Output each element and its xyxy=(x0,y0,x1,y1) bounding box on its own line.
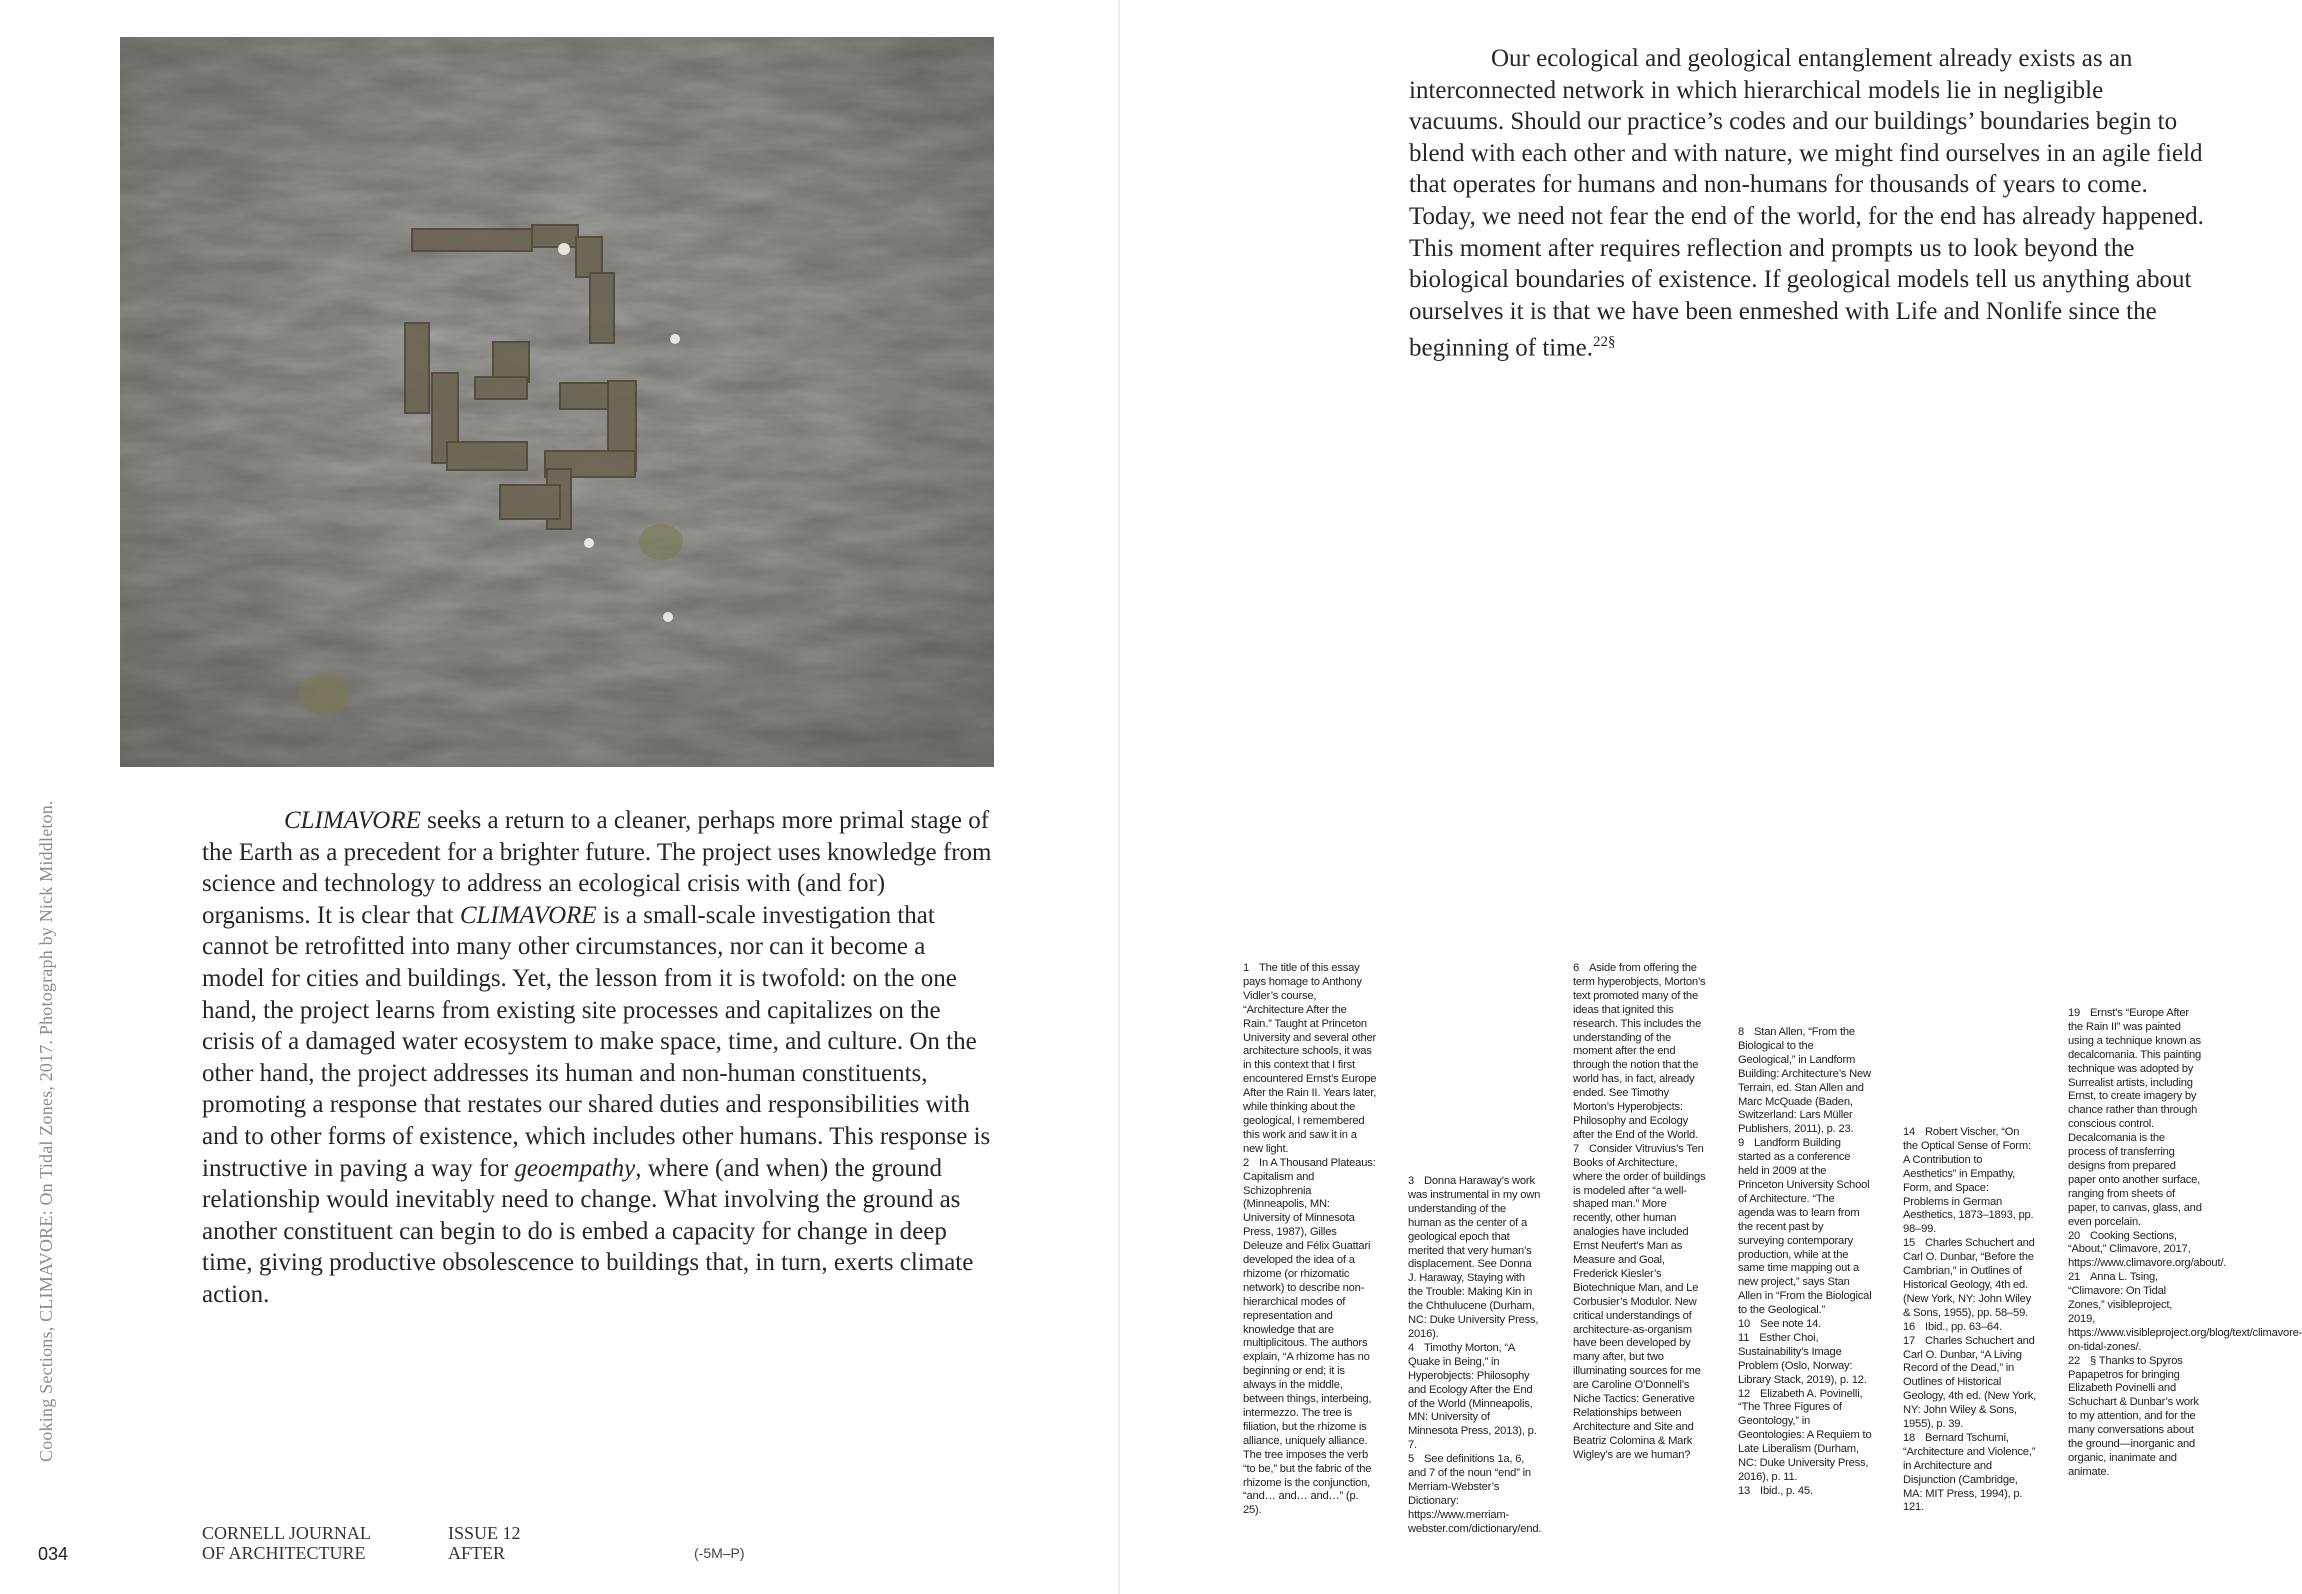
right-body-paragraph xyxy=(1409,43,2204,364)
buoy-marker xyxy=(558,243,570,255)
footnote-column-5 xyxy=(1903,1126,2037,1515)
footnote-number: 16 xyxy=(1903,1320,1916,1333)
footnote-11 xyxy=(1738,1332,1872,1388)
left-body-text xyxy=(202,805,992,1311)
photo-caption: Cooking Sections, CLIMAVORE: On Tidal Zones, 2017. Photograph by Nick Middleton. xyxy=(36,800,56,1462)
footnote-4 xyxy=(1408,1342,1542,1453)
footnote-number: 5 xyxy=(1408,1453,1415,1466)
footnote-22 xyxy=(2068,1355,2202,1480)
footnote-number: 13 xyxy=(1738,1484,1751,1497)
right-body-paragraph-text: Our ecological and geological entanglement already exists as an interconnected network in which hierarchical models lie in negligible vacuums. Should our practice’s codes and our buildings’ boundaries begin to blend with each other and with nature, we might find ourselves in an agile field that operates for humans and non-humans for thousands of years to come. Today, we need not fear the end of the world, for the end has already happened. This moment after requires reflection and prompts us to look beyond the biological boundaries of existence. If geological models tell us anything about ourselves it is that we have been enmeshed with Life and Nonlife since the beginning of time. xyxy=(1409,45,2204,362)
journal-title-line1: CORNELL JOURNAL xyxy=(202,1523,371,1543)
right-body-text xyxy=(1409,43,2204,364)
footnote-text: Stan Allen, “From the Biological to the Geological,” in Landform Building: Architecture’s New Terrain, ed. Stan Allen and Marc McQuade (Baden, Switzerland: Lars Müller Publishers, 2011), p. 23. xyxy=(1738,1026,1871,1136)
page-number: 034 xyxy=(38,1544,69,1564)
footnote-number: 22 xyxy=(2068,1354,2081,1367)
footnote-15 xyxy=(1903,1237,2037,1320)
footnote-text: Ibid., p. 45. xyxy=(1760,1484,1813,1497)
buoy-marker xyxy=(584,538,594,548)
footnote-text: Robert Vischer, “On the Optical Sense of Form: A Contribution to Aesthetics” in Empathy, Form, and Space: Problems in German Aesthetics, 1873–1893, pp. 98–99. xyxy=(1903,1126,2034,1236)
body-text-run: seeks a return to a cleaner, perhaps more primal stage of the Earth as a precedent for a brighter future. The project uses knowledge from science and technology to address an ecological crisis with (and for) organisms. It is clear that xyxy=(202,807,992,929)
footnote-text: § Thanks to Spyros Papapetros for bringing Elizabeth Povinelli and Schuchart & Dunbar’s work to my attention, and for the many conversations about the ground—inorganic and organic, inanimate and animate. xyxy=(2068,1354,2199,1478)
footnote-18 xyxy=(1903,1432,2037,1515)
footnote-text: Ernst’s “Europe After the Rain II” was painted using a technique known as decalcomania. This painting technique was adopted by Surrealist artists, including Ernst, to create imagery by chance rather than through conscious control. Decalcomania is the process of transferring designs from prepared paper onto another surface, ranging from sheets of paper, to canvas, glass, and even porcelain. xyxy=(2068,1007,2202,1228)
footnote-7 xyxy=(1573,1143,1707,1463)
footnote-2 xyxy=(1243,1157,1377,1519)
footnote-text: Ibid., pp. 63–64. xyxy=(1925,1320,2002,1333)
footnote-text: See definitions 1a, 6, and 7 of the noun “end” in Merriam-Webster’s Dictionary: https://www.merriam-webster.com/dictionary/end. xyxy=(1408,1453,1542,1535)
aerial-photo xyxy=(120,37,994,767)
footnote-text: Aside from offering the term hyperobjects, Morton’s text promoted many of the ideas that ignited this research. This includes the understanding of the moment after the end through the notion that the world has, in fact, already ended. See Timothy Morton’s Hyperobjects: Philosophy and Ecology after the End of the World. xyxy=(1573,962,1706,1141)
footnote-20 xyxy=(2068,1229,2227,1272)
body-text-run: is a small-scale investigation that cannot be retrofitted into many other circumstances, nor can it become a model for cities and buildings. Yet, the lesson from it is twofold: on the one hand, the project learns from existing site processes and capitalizes on the crisis of a damaged water ecosystem to make space, time, and culture. On the other hand, the project addresses its human and non-human constituents, promoting a response that restates our shared duties and responsibilities with and to other forms of existence, which includes other humans. This response is instructive in paving a way for xyxy=(202,901,991,1182)
journal-title-line2: OF ARCHITECTURE xyxy=(202,1543,366,1563)
footnote-column-4 xyxy=(1738,1026,1872,1499)
footnote-number: 20 xyxy=(2068,1229,2081,1242)
footnote-number: 15 xyxy=(1903,1237,1916,1250)
footnote-number: 2 xyxy=(1243,1156,1250,1169)
footnote-text: Elizabeth A. Povinelli, “The Three Figures of Geontology,” in Geontologies: A Requiem to Late Liberalism (Durham, NC: Duke University Press, 2016), p. 11. xyxy=(1738,1387,1872,1483)
footnote-number: 4 xyxy=(1408,1341,1415,1354)
journal-title xyxy=(202,1523,371,1563)
aerial-photo-image xyxy=(120,37,994,767)
footnote-text: Cooking Sections, “About,” Climavore, 2017, https://www.climavore.org/about/. xyxy=(2068,1229,2227,1270)
footnote-number: 9 xyxy=(1738,1137,1745,1150)
footnote-number: 7 xyxy=(1573,1142,1580,1155)
buoy-marker xyxy=(670,334,680,344)
footnote-text: Landform Building started as a conference held in 2009 at the Princeton University School of Architecture. “The agenda was to learn from the recent past by surveying contemporary production, while at the same time mapping out a new project,” says Stan Allen in “From the Biological to the Geological.” xyxy=(1738,1137,1872,1317)
footnote-text: Donna Haraway’s work was instrumental in my own understanding of the human as the center of a geological epoch that merited that very human’s displacement. See Donna J. Haraway, Staying with the Trouble: Making Kin in the Chthulucene (Durham, NC: Duke University Press, 2016). xyxy=(1408,1175,1541,1340)
section-marker: (-5M–P) xyxy=(694,1545,745,1561)
left-page xyxy=(0,0,1118,1594)
footnote-number: 21 xyxy=(2068,1271,2081,1284)
footnote-column-1 xyxy=(1243,962,1377,1518)
footnote-text: Charles Schuchert and Carl O. Dunbar, “A Living Record of the Dead,” in Outlines of Historical Geology, 4th ed. (New York, NY: John Wiley & Sons, 1955), p. 39. xyxy=(1903,1334,2037,1431)
issue-label xyxy=(448,1523,521,1563)
emphasis-text: geoempathy xyxy=(514,1154,636,1182)
emphasis-text: CLIMAVORE xyxy=(459,901,597,929)
left-body-paragraph xyxy=(202,805,992,1311)
footnote-text: See note 14. xyxy=(1760,1318,1822,1331)
footnote-ref-22: 22§ xyxy=(1593,334,1616,351)
emphasis-text: CLIMAVORE xyxy=(284,807,421,834)
footnote-text: Anna L. Tsing, “Climavore: On Tidal Zones,” visibleproject, 2019, https://www.visibleproject.org/blog/text/climavore-on-tidal-zones/. xyxy=(2068,1271,2302,1353)
footnote-text: Charles Schuchert and Carl O. Dunbar, “Before the Cambrian,” in Outlines of Historical Geology, 4th ed. (New York, NY: John Wiley & Sons, 1955), pp. 58–59. xyxy=(1903,1237,2035,1319)
issue-label-line2: AFTER xyxy=(448,1543,506,1563)
footnote-text: In A Thousand Plateaus: Capitalism and Schizophrenia (Minneapolis, MN: University of Minnesota Press, 1987), Gilles Deleuze and Félix Guattari developed the idea of a rhizome (or rhizomatic network) to describe non-hierarchical modes of representation and knowledge that are multiplicitous. The authors explain, “A rhizome has no beginning or end; it is always in the middle, between things, interbeing, intermezzo. The tree is filiation, but the rhizome is alliance, uniquely alliance. The tree imposes the verb “to be,” but the fabric of the rhizome is the conjunction, “and… and… and…” (p. 25). xyxy=(1243,1156,1376,1517)
footnote-3 xyxy=(1408,1175,1542,1342)
footnote-column-6 xyxy=(2068,1007,2302,1480)
footnote-number: 17 xyxy=(1903,1334,1916,1347)
footnote-10 xyxy=(1738,1318,1872,1332)
footnote-text: Bernard Tschumi, “Architecture and Violence,” in Architecture and Disjunction (Cambridge, MA: MIT Press, 1994), p. 121. xyxy=(1903,1431,2036,1514)
footnote-19 xyxy=(2068,1007,2202,1230)
footnote-number: 3 xyxy=(1408,1175,1415,1187)
footnote-number: 1 xyxy=(1243,962,1250,974)
footnote-number: 14 xyxy=(1903,1126,1916,1138)
footnote-text: Esther Choi, Sustainability’s Image Problem (Oslo, Norway: Library Stack, 2019), p. 12. xyxy=(1738,1331,1867,1386)
footnote-number: 18 xyxy=(1903,1431,1916,1444)
footnote-8 xyxy=(1738,1026,1872,1137)
footnote-text: The title of this essay pays homage to Anthony Vidler’s course, “Architecture After the Rain.” Taught at Princeton University and several other architecture schools, it was in this context that I first encountered Ernst’s Europe After the Rain II. Years later, while thinking about the geological, I remembered this work and saw it in a new light. xyxy=(1243,962,1377,1155)
footnote-text: Consider Vitruvius’s Ten Books of Architecture, where the order of buildings is modeled after “a well-shaped man.” More recently, other human analogies have included Ernst Neufert’s Man as Measure and Goal, Frederick Kiesler’s Biotechnique Man, and Le Corbusier’s Modulor. New critical understandings of architecture-as-organism have been developed by many after, but two illuminating sources for me are Caroline O’Donnell’s Niche Tactics: Generative Relationships between Architecture and Site and Beatriz Colomina & Mark Wigley’s are we human? xyxy=(1573,1142,1706,1461)
footnote-number: 19 xyxy=(2068,1007,2081,1019)
footnote-column-2 xyxy=(1408,1175,1542,1537)
footnote-number: 10 xyxy=(1738,1318,1751,1331)
issue-label-line1: ISSUE 12 xyxy=(448,1523,521,1543)
footnote-21 xyxy=(2068,1271,2302,1354)
footnote-number: 12 xyxy=(1738,1387,1751,1400)
footnote-number: 11 xyxy=(1738,1331,1750,1344)
footnote-number: 8 xyxy=(1738,1026,1745,1038)
footnote-17 xyxy=(1903,1335,2037,1432)
footnote-column-3 xyxy=(1573,962,1707,1463)
footnote-number: 6 xyxy=(1573,962,1580,974)
footnote-14 xyxy=(1903,1126,2037,1237)
footnote-9 xyxy=(1738,1137,1872,1318)
footnote-13 xyxy=(1738,1485,1872,1499)
footnote-1 xyxy=(1243,962,1377,1157)
body-text-run: , where (and when) the ground relationship would inevitably need to change. What involving the ground as another constituent can begin to do is embed a capacity for change in deep time, giving productive obsolescence to buildings that, in turn, exerts climate action. xyxy=(202,1154,974,1308)
footnote-5 xyxy=(1408,1453,1542,1536)
footnote-16 xyxy=(1903,1321,2037,1335)
buoy-marker xyxy=(663,612,673,622)
footnote-text: Timothy Morton, “A Quake in Being,” in Hyperobjects: Philosophy and Ecology After the End of the World (Minneapolis, MN: University of Minnesota Press, 2013), p. 7. xyxy=(1408,1341,1537,1452)
footnote-12 xyxy=(1738,1388,1872,1485)
footnote-6 xyxy=(1573,962,1707,1143)
